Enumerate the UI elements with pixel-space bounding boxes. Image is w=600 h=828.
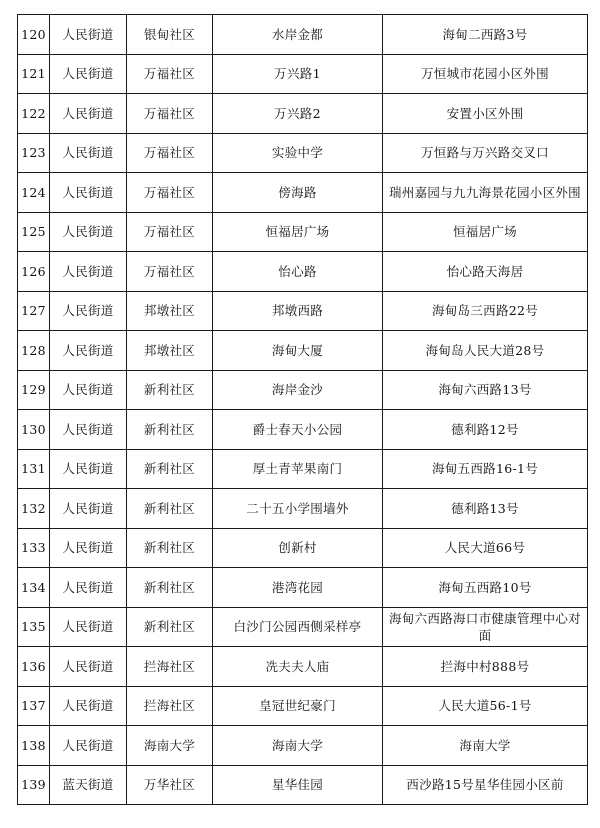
row-number-cell: 128	[18, 331, 50, 371]
street-cell: 人民街道	[50, 331, 127, 371]
table-row	[18, 370, 588, 410]
row-number-cell: 135	[18, 607, 50, 647]
table-row	[18, 133, 588, 173]
table-row	[18, 15, 588, 55]
table-row	[18, 291, 588, 331]
site-name-cell: 爵士春天小公园	[213, 410, 383, 450]
community-cell: 新利社区	[127, 410, 213, 450]
row-number-cell: 126	[18, 252, 50, 292]
table-row	[18, 489, 588, 529]
community-cell: 万福社区	[127, 94, 213, 134]
table-row	[18, 449, 588, 489]
site-name-cell: 水岸金都	[213, 15, 383, 55]
site-name-cell: 海岸金沙	[213, 370, 383, 410]
street-cell: 人民街道	[50, 370, 127, 410]
community-cell: 邦墩社区	[127, 331, 213, 371]
community-cell: 万华社区	[127, 765, 213, 805]
community-cell: 万福社区	[127, 133, 213, 173]
street-cell: 人民街道	[50, 410, 127, 450]
address-cell: 安置小区外围	[383, 94, 588, 134]
table-row	[18, 173, 588, 213]
table-row	[18, 647, 588, 687]
row-number-cell: 122	[18, 94, 50, 134]
table-row	[18, 528, 588, 568]
row-number-cell: 120	[18, 15, 50, 55]
table-row	[18, 607, 588, 647]
address-cell: 恒福居广场	[383, 212, 588, 252]
address-cell: 怡心路天海居	[383, 252, 588, 292]
address-cell: 海甸五西路16-1号	[383, 449, 588, 489]
table-row	[18, 331, 588, 371]
community-cell: 万福社区	[127, 212, 213, 252]
address-cell: 万恒路与万兴路交叉口	[383, 133, 588, 173]
street-cell: 人民街道	[50, 173, 127, 213]
row-number-cell: 136	[18, 647, 50, 687]
row-number-cell: 132	[18, 489, 50, 529]
table-row	[18, 765, 588, 805]
street-cell: 人民街道	[50, 686, 127, 726]
row-number-cell: 129	[18, 370, 50, 410]
community-cell: 海南大学	[127, 726, 213, 766]
street-cell: 人民街道	[50, 291, 127, 331]
site-name-cell: 怡心路	[213, 252, 383, 292]
community-cell: 万福社区	[127, 252, 213, 292]
row-number-cell: 124	[18, 173, 50, 213]
street-cell: 人民街道	[50, 449, 127, 489]
community-cell: 新利社区	[127, 489, 213, 529]
site-name-cell: 星华佳园	[213, 765, 383, 805]
table-row	[18, 212, 588, 252]
row-number-cell: 137	[18, 686, 50, 726]
table-body	[18, 15, 588, 805]
table-row	[18, 410, 588, 450]
street-cell: 人民街道	[50, 133, 127, 173]
street-cell: 人民街道	[50, 94, 127, 134]
address-cell: 人民大道56-1号	[383, 686, 588, 726]
community-cell: 拦海社区	[127, 686, 213, 726]
street-cell: 蓝天街道	[50, 765, 127, 805]
site-name-cell: 港湾花园	[213, 568, 383, 608]
address-cell: 人民大道66号	[383, 528, 588, 568]
row-number-cell: 138	[18, 726, 50, 766]
address-cell: 海甸六西路海口市健康管理中心对面	[383, 607, 588, 647]
community-cell: 新利社区	[127, 568, 213, 608]
row-number-cell: 131	[18, 449, 50, 489]
row-number-cell: 130	[18, 410, 50, 450]
site-name-cell: 二十五小学围墙外	[213, 489, 383, 529]
row-number-cell: 139	[18, 765, 50, 805]
community-cell: 银甸社区	[127, 15, 213, 55]
table-row	[18, 252, 588, 292]
table-row	[18, 726, 588, 766]
address-cell: 海甸六西路13号	[383, 370, 588, 410]
site-name-cell: 创新村	[213, 528, 383, 568]
address-cell: 海南大学	[383, 726, 588, 766]
site-name-cell: 邦墩西路	[213, 291, 383, 331]
address-cell: 德利路13号	[383, 489, 588, 529]
row-number-cell: 121	[18, 54, 50, 94]
street-cell: 人民街道	[50, 212, 127, 252]
site-name-cell: 海甸大厦	[213, 331, 383, 371]
sampling-sites-table	[17, 14, 588, 805]
street-cell: 人民街道	[50, 252, 127, 292]
site-name-cell: 恒福居广场	[213, 212, 383, 252]
street-cell: 人民街道	[50, 607, 127, 647]
site-name-cell: 万兴路2	[213, 94, 383, 134]
community-cell: 新利社区	[127, 370, 213, 410]
community-cell: 新利社区	[127, 449, 213, 489]
community-cell: 万福社区	[127, 54, 213, 94]
address-cell: 海甸五西路10号	[383, 568, 588, 608]
row-number-cell: 133	[18, 528, 50, 568]
community-cell: 邦墩社区	[127, 291, 213, 331]
street-cell: 人民街道	[50, 15, 127, 55]
community-cell: 拦海社区	[127, 647, 213, 687]
site-name-cell: 海南大学	[213, 726, 383, 766]
table-row	[18, 568, 588, 608]
community-cell: 新利社区	[127, 607, 213, 647]
site-name-cell: 白沙门公园西侧采样亭	[213, 607, 383, 647]
address-cell: 拦海中村888号	[383, 647, 588, 687]
street-cell: 人民街道	[50, 528, 127, 568]
community-cell: 新利社区	[127, 528, 213, 568]
street-cell: 人民街道	[50, 726, 127, 766]
street-cell: 人民街道	[50, 489, 127, 529]
address-cell: 海甸岛三西路22号	[383, 291, 588, 331]
site-name-cell: 实验中学	[213, 133, 383, 173]
table-row	[18, 54, 588, 94]
row-number-cell: 134	[18, 568, 50, 608]
street-cell: 人民街道	[50, 568, 127, 608]
community-cell: 万福社区	[127, 173, 213, 213]
address-cell: 瑞州嘉园与九九海景花园小区外围	[383, 173, 588, 213]
site-name-cell: 厚土青苹果南门	[213, 449, 383, 489]
address-cell: 西沙路15号星华佳园小区前	[383, 765, 588, 805]
address-cell: 海甸二西路3号	[383, 15, 588, 55]
address-cell: 海甸岛人民大道28号	[383, 331, 588, 371]
site-name-cell: 冼夫夫人庙	[213, 647, 383, 687]
site-name-cell: 万兴路1	[213, 54, 383, 94]
row-number-cell: 125	[18, 212, 50, 252]
row-number-cell: 127	[18, 291, 50, 331]
row-number-cell: 123	[18, 133, 50, 173]
street-cell: 人民街道	[50, 647, 127, 687]
table-row	[18, 94, 588, 134]
site-name-cell: 皇冠世纪豪门	[213, 686, 383, 726]
address-cell: 德利路12号	[383, 410, 588, 450]
address-cell: 万恒城市花园小区外围	[383, 54, 588, 94]
site-name-cell: 傍海路	[213, 173, 383, 213]
street-cell: 人民街道	[50, 54, 127, 94]
table-row	[18, 686, 588, 726]
